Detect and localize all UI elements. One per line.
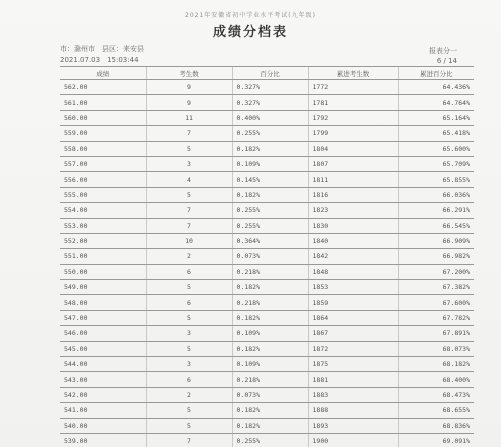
cumulative-count-cell: 1807 [308,156,398,171]
table-row [60,357,474,372]
count-cell: 11 [146,110,232,125]
table-row [60,372,474,387]
count-cell: 5 [146,418,232,433]
page-title: 成绩分档表 [212,25,288,40]
column-header-count: 考生数 [146,67,232,80]
score-cell: 553.00 [60,218,146,233]
cumulative-count-cell: 1792 [308,110,398,125]
exam-supertitle: 2021年安徽省初中学业水平考试(九年级) [185,12,316,19]
column-header-cumulative-count: 累进考生数 [308,67,398,80]
cumulative-percent-cell: 67.200% [398,264,474,279]
cumulative-percent-cell: 68.655% [398,403,474,418]
percent-cell: 0.400% [232,110,308,125]
percent-cell: 0.255% [232,433,308,447]
table-row [60,187,474,202]
percent-cell: 0.109% [232,326,308,341]
table-row [60,387,474,402]
score-cell: 556.00 [60,172,146,187]
report-id-label: 报表分一 [429,47,457,55]
table-row [60,418,474,433]
percent-cell: 0.109% [232,357,308,372]
cumulative-percent-cell: 68.182% [398,357,474,372]
count-cell: 2 [146,387,232,402]
percent-cell: 0.327% [232,80,308,95]
table-row [60,433,474,447]
cumulative-percent-cell: 68.473% [398,387,474,402]
table-row [60,203,474,218]
table-row [60,172,474,187]
table-row [60,141,474,156]
cumulative-count-cell: 1900 [308,433,398,447]
cumulative-count-cell: 1842 [308,249,398,264]
cumulative-percent-cell: 68.836% [398,418,474,433]
percent-cell: 0.327% [232,95,308,110]
percent-cell: 0.182% [232,403,308,418]
score-cell: 541.00 [60,403,146,418]
table-row [60,249,474,264]
cumulative-count-cell: 1883 [308,387,398,402]
table-row [60,295,474,310]
cumulative-count-cell: 1799 [308,126,398,141]
count-cell: 3 [146,357,232,372]
cumulative-percent-cell: 65.709% [398,156,474,171]
table-row [60,156,474,171]
score-cell: 543.00 [60,372,146,387]
count-cell: 3 [146,156,232,171]
score-cell: 555.00 [60,187,146,202]
location-label: 市：滁州市 县区：来安县 [60,45,144,53]
percent-cell: 0.182% [232,141,308,156]
percent-cell: 0.255% [232,126,308,141]
table-row [60,341,474,356]
count-cell: 7 [146,203,232,218]
score-cell: 544.00 [60,357,146,372]
percent-cell: 0.073% [232,387,308,402]
table-row [60,218,474,233]
cumulative-percent-cell: 68.400% [398,372,474,387]
table-row [60,110,474,125]
score-cell: 558.00 [60,141,146,156]
percent-cell: 0.182% [232,280,308,295]
cumulative-count-cell: 1867 [308,326,398,341]
cumulative-count-cell: 1811 [308,172,398,187]
count-cell: 6 [146,295,232,310]
percent-cell: 0.182% [232,418,308,433]
table-row [60,310,474,325]
score-cell: 557.00 [60,156,146,171]
percent-cell: 0.255% [232,203,308,218]
cumulative-percent-cell: 64.436% [398,80,474,95]
table-row [60,280,474,295]
cumulative-percent-cell: 65.855% [398,172,474,187]
table-row [60,264,474,279]
count-cell: 7 [146,126,232,141]
score-cell: 560.00 [60,110,146,125]
cumulative-count-cell: 1875 [308,357,398,372]
cumulative-count-cell: 1881 [308,372,398,387]
cumulative-count-cell: 1848 [308,264,398,279]
percent-cell: 0.255% [232,218,308,233]
percent-cell: 0.073% [232,249,308,264]
score-cell: 552.00 [60,233,146,248]
percent-cell: 0.182% [232,310,308,325]
table-row [60,95,474,110]
percent-cell: 0.364% [232,233,308,248]
column-header-percent: 百分比 [232,67,308,80]
score-cell: 562.00 [60,80,146,95]
count-cell: 6 [146,264,232,279]
percent-cell: 0.218% [232,264,308,279]
cumulative-percent-cell: 67.382% [398,280,474,295]
count-cell: 5 [146,310,232,325]
score-cell: 550.00 [60,264,146,279]
score-cell: 546.00 [60,326,146,341]
score-cell: 549.00 [60,280,146,295]
page-number-label: 6 / 14 [436,57,457,65]
score-cell: 545.00 [60,341,146,356]
cumulative-count-cell: 1893 [308,418,398,433]
table-row [60,403,474,418]
count-cell: 5 [146,280,232,295]
score-cell: 559.00 [60,126,146,141]
cumulative-percent-cell: 64.764% [398,95,474,110]
score-cell: 547.00 [60,310,146,325]
table-header-row [60,67,474,80]
cumulative-percent-cell: 66.291% [398,203,474,218]
percent-cell: 0.218% [232,295,308,310]
document-meta [60,44,144,66]
cumulative-count-cell: 1859 [308,295,398,310]
cumulative-percent-cell: 67.891% [398,326,474,341]
percent-cell: 0.109% [232,156,308,171]
count-cell: 5 [146,141,232,156]
cumulative-percent-cell: 65.418% [398,126,474,141]
count-cell: 9 [146,80,232,95]
cumulative-count-cell: 1888 [308,403,398,418]
count-cell: 2 [146,249,232,264]
cumulative-count-cell: 1772 [308,80,398,95]
cumulative-percent-cell: 66.982% [398,249,474,264]
score-cell: 539.00 [60,433,146,447]
cumulative-count-cell: 1872 [308,341,398,356]
cumulative-percent-cell: 66.036% [398,187,474,202]
timestamp-label: 2021.07.03 15:03:44 [60,56,139,64]
cumulative-count-cell: 1840 [308,233,398,248]
cumulative-count-cell: 1864 [308,310,398,325]
count-cell: 3 [146,326,232,341]
cumulative-percent-cell: 66.909% [398,233,474,248]
cumulative-count-cell: 1853 [308,280,398,295]
score-cell: 548.00 [60,295,146,310]
count-cell: 7 [146,218,232,233]
column-header-score: 成绩 [60,67,146,80]
report-meta [429,46,457,66]
cumulative-count-cell: 1781 [308,95,398,110]
cumulative-percent-cell: 66.545% [398,218,474,233]
score-cell: 554.00 [60,203,146,218]
column-header-cumulative-percent: 累进百分比 [398,67,474,80]
count-cell: 9 [146,95,232,110]
table-row [60,80,474,95]
cumulative-count-cell: 1804 [308,141,398,156]
cumulative-count-cell: 1830 [308,218,398,233]
percent-cell: 0.182% [232,341,308,356]
score-table [60,66,474,447]
count-cell: 5 [146,341,232,356]
count-cell: 4 [146,172,232,187]
percent-cell: 0.145% [232,172,308,187]
count-cell: 7 [146,433,232,447]
cumulative-percent-cell: 69.091% [398,433,474,447]
table-row [60,326,474,341]
cumulative-percent-cell: 67.600% [398,295,474,310]
count-cell: 6 [146,372,232,387]
score-cell: 561.00 [60,95,146,110]
count-cell: 5 [146,187,232,202]
count-cell: 10 [146,233,232,248]
score-cell: 551.00 [60,249,146,264]
cumulative-count-cell: 1816 [308,187,398,202]
percent-cell: 0.218% [232,372,308,387]
cumulative-percent-cell: 67.782% [398,310,474,325]
score-cell: 542.00 [60,387,146,402]
table-row [60,126,474,141]
table-body [60,80,474,447]
count-cell: 5 [146,403,232,418]
cumulative-percent-cell: 68.073% [398,341,474,356]
cumulative-count-cell: 1823 [308,203,398,218]
table-row [60,233,474,248]
cumulative-percent-cell: 65.600% [398,141,474,156]
cumulative-percent-cell: 65.164% [398,110,474,125]
score-cell: 540.00 [60,418,146,433]
percent-cell: 0.182% [232,187,308,202]
